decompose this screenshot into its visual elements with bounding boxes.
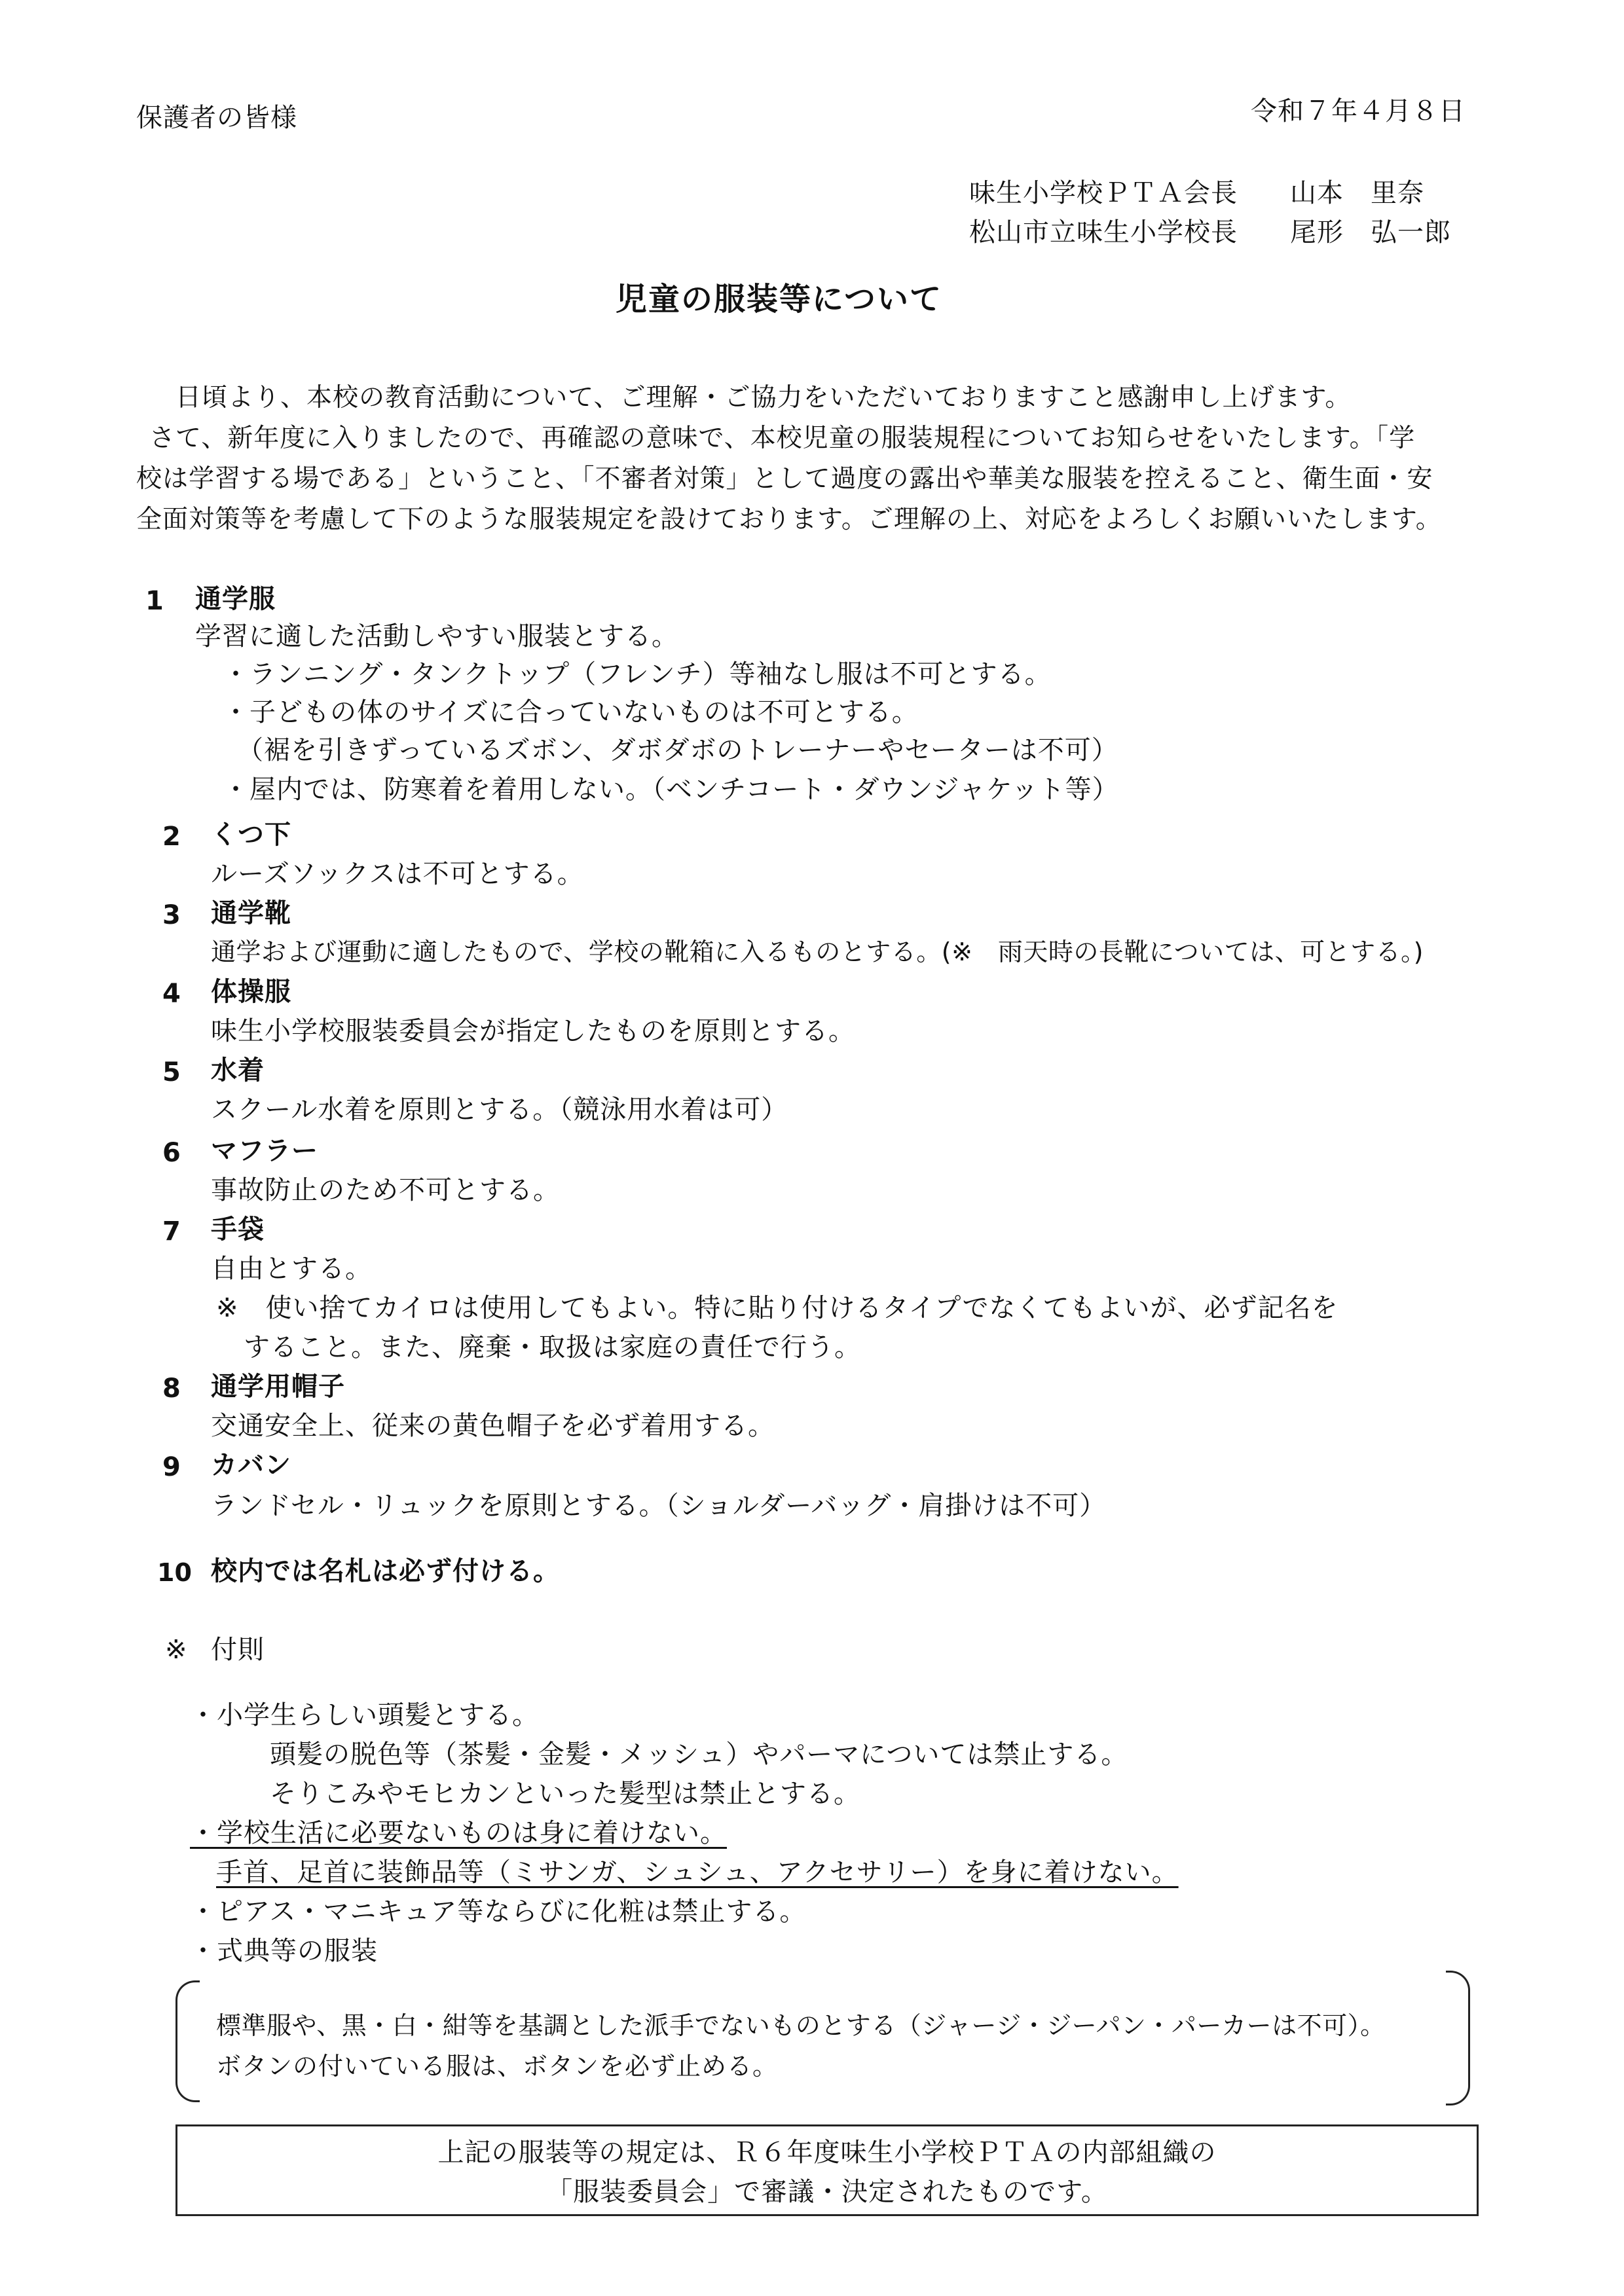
- appendix-text: ・式典等の服装: [190, 1936, 378, 1966]
- appendix-text: ・小学生らしい頭髪とする。: [190, 1700, 539, 1730]
- rule-heading-school-shoes: 通学靴: [211, 898, 291, 928]
- rule-text: ルーズソックスは不可とする。: [211, 859, 584, 889]
- rule-number: 7: [162, 1216, 181, 1247]
- rule-number: 10: [157, 1558, 192, 1587]
- sender-pta-name: 山本 里奈: [1290, 178, 1424, 208]
- notice-line: 上記の服装等の規定は、Ｒ６年度味生小学校ＰＴＡの内部組織の: [437, 2138, 1217, 2168]
- sender-pta-org: 味生小学校ＰＴＡ会長: [969, 178, 1238, 208]
- rule-heading-name-tag: 校内では名札は必ず付ける。: [211, 1556, 560, 1586]
- rule-number: 5: [162, 1057, 181, 1087]
- rule-heading-gloves: 手袋: [211, 1214, 265, 1245]
- appendix-text-underlined: ・学校生活に必要ないものは身に着けない。: [190, 1818, 727, 1848]
- rule-heading-swimsuit: 水着: [211, 1055, 265, 1085]
- rule-text: すること。また、廃棄・取扱は家庭の責任で行う。: [244, 1332, 861, 1362]
- rule-text: 学習に適した活動しやすい服装とする。: [195, 621, 678, 651]
- appendix-text: ・ピアス・マニキュア等ならびに化粧は禁止する。: [190, 1897, 807, 1927]
- appendix-text-underlined: 手首、足首に装飾品等（ミサンガ、シュシュ、アクセサリー）を身に着けない。: [216, 1857, 1179, 1887]
- rule-text: スクール水着を原則とする。（競泳用水着は可）: [211, 1095, 788, 1125]
- appendix-mark: ※: [165, 1635, 188, 1665]
- rule-heading-muffler: マフラー: [211, 1136, 318, 1166]
- page-title: 児童の服装等について: [616, 281, 943, 318]
- rule-heading-bag: カバン: [211, 1450, 291, 1480]
- sender-principal-name: 尾形 弘一郎: [1290, 217, 1451, 247]
- appendix-text: そりこみやモヒカンといった髪型は禁止とする。: [270, 1779, 860, 1809]
- rule-number: 2: [162, 822, 181, 852]
- rule-number: 6: [162, 1138, 181, 1168]
- rule-number: 9: [162, 1452, 181, 1482]
- rule-text: ランドセル・リュックを原則とする。（ショルダーバッグ・肩掛けは不可）: [211, 1491, 1107, 1521]
- rule-number: 3: [162, 900, 181, 930]
- ceremony-text: 標準服や、黒・白・紺等を基調とした派手でないものとする（ジャージ・ジーパン・パーカーは不可）。: [216, 2011, 1386, 2040]
- document-date: 令和７年４月８日: [1251, 96, 1466, 126]
- ceremony-text: ボタンの付いている服は、ボタンを必ず止める。: [216, 2052, 779, 2081]
- appendix-text: 頭髪の脱色等（茶髪・金髪・メッシュ）やパーマについては禁止する。: [270, 1740, 1128, 1770]
- rule-text: ・ランニング・タンクトップ（フレンチ）等袖なし服は不可とする。: [223, 659, 1052, 689]
- rule-text: 自由とする。: [211, 1254, 372, 1284]
- notice-box: [175, 2124, 1479, 2216]
- rule-text: 味生小学校服装委員会が指定したものを原則とする。: [211, 1016, 855, 1046]
- rule-text: ・子どもの体のサイズに合っていないものは不可とする。: [223, 697, 919, 727]
- rule-text: ・屋内では、防寒着を着用しない。（ベンチコート・ダウンジャケット等）: [223, 774, 1119, 805]
- rule-number: 1: [145, 586, 164, 616]
- rule-text: 事故防止のため不可とする。: [211, 1175, 560, 1205]
- rule-heading-school-hat: 通学用帽子: [211, 1372, 345, 1402]
- bracket-left: [175, 1980, 200, 2102]
- rule-heading-gym-clothes: 体操服: [211, 977, 291, 1007]
- intro-line: 全面対策等を考慮して下のような服装規定を設けております。ご理解の上、対応をよろしくお願いいたします。: [136, 505, 1442, 534]
- rule-text: 交通安全上、従来の黄色帽子を必ず着用する。: [211, 1411, 775, 1441]
- bracket-right: [1446, 1971, 1470, 2105]
- sender-principal-org: 松山市立味生小学校長: [969, 217, 1238, 247]
- appendix-heading: 付則: [211, 1635, 265, 1665]
- intro-line: さて、新年度に入りましたので、再確認の意味で、本校児童の服装規程についてお知らせをいたします。「学: [149, 424, 1416, 453]
- rule-text: （裾を引きずっているズボン、ダボダボのトレーナーやセーターは不可）: [237, 735, 1118, 765]
- rule-text: ※ 使い捨てカイロは使用してもよい。特に貼り付けるタイプでなくてもよいが、必ず記名を: [216, 1293, 1338, 1323]
- rule-number: 8: [162, 1374, 181, 1404]
- rule-text: 通学および運動に適したもので、学校の靴箱に入るものとする。(※ 雨天時の長靴については、可とする。): [211, 938, 1424, 966]
- recipient: 保護者の皆様: [136, 103, 297, 133]
- notice-line: 「服装委員会」で審議・決定されたものです。: [546, 2177, 1108, 2207]
- rule-number: 4: [162, 979, 181, 1009]
- rule-heading-school-clothes: 通学服: [195, 584, 276, 614]
- intro-line: 校は学習する場である」ということ、「不審者対策」として過度の露出や華美な服装を控えること、衛生面・安: [136, 464, 1433, 494]
- rule-heading-socks: くつ下: [211, 820, 291, 850]
- intro-line: 日頃より、本校の教育活動について、ご理解・ご協力をいただいておりますこと感謝申し上げます。: [175, 383, 1352, 412]
